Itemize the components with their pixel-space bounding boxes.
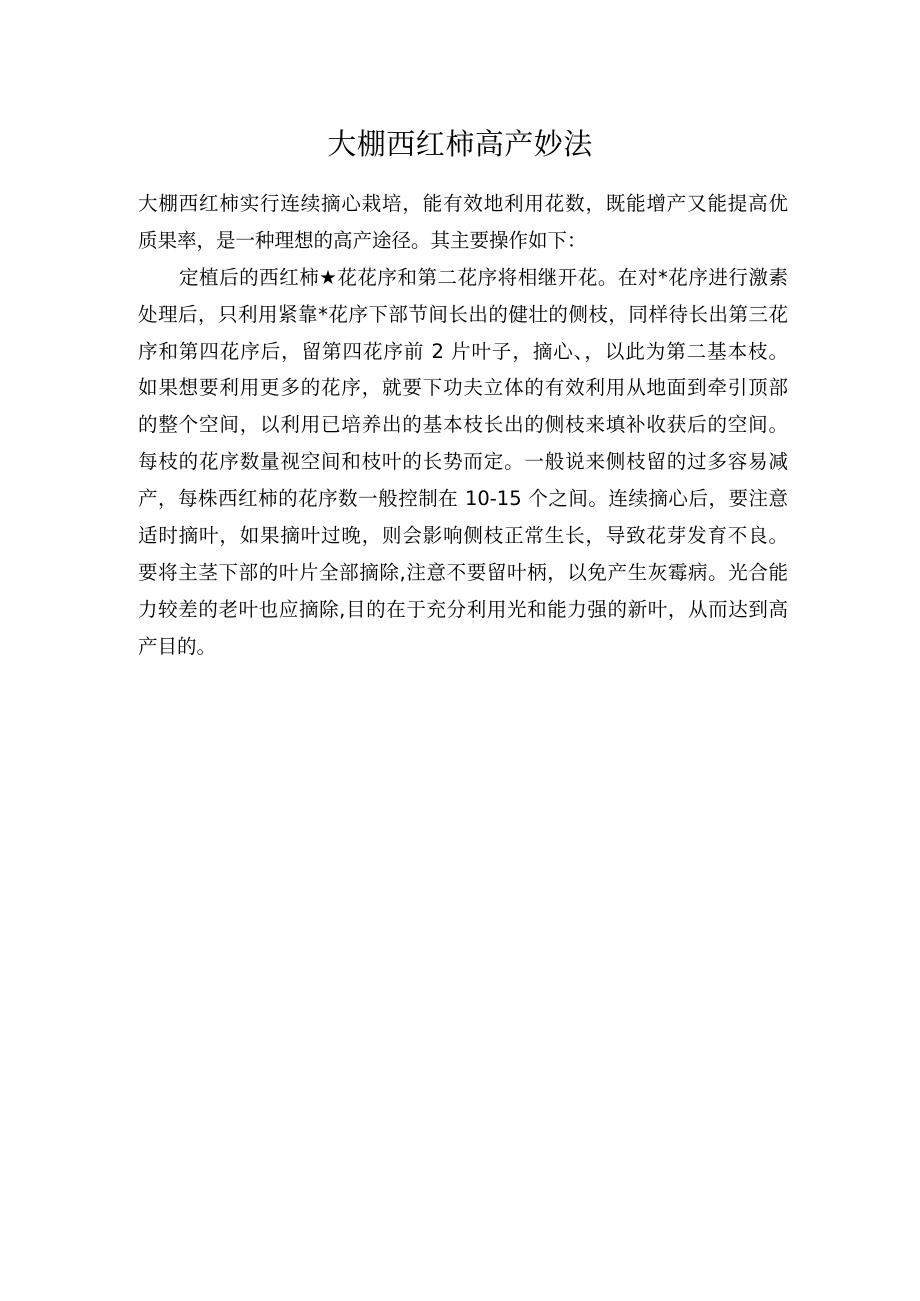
body-line: 适时摘叶，如果摘叶过晚，则会影响侧枝正常生长，导致花芽发育不良。 xyxy=(138,524,788,548)
body-line: 序和第四花序后，留第四花序前 2 片叶子，摘心、，以此为第二基本枝。 xyxy=(138,339,788,363)
body-line: 质果率，是一种理想的高产途径。其主要操作如下： xyxy=(138,228,587,252)
body-line: 处理后，只利用紧靠*花序下部节间长出的健壮的侧枝，同样待长出第三花 xyxy=(138,302,788,326)
body-line: 大棚西红柿实行连续摘心栽培，能有效地利用花数，既能增产又能提高优 xyxy=(138,192,788,215)
body-line: 要将主茎下部的叶片全部摘除,注意不要留叶柄，以免产生灰霉病。光合能 xyxy=(138,560,788,584)
body-line: 产，每株西红柿的花序数一般控制在 10-15 个之间。连续摘心后，要注意 xyxy=(138,487,788,511)
body-line: 的整个空间，以利用已培养出的基本枝长出的侧枝来填补收获后的空间。 xyxy=(138,413,788,437)
body-line: 力较差的老叶也应摘除,目的在于充分利用光和能力强的新叶，从而达到高 xyxy=(138,597,788,621)
document-body xyxy=(138,186,788,666)
document-title: 大棚西红柿高产妙法 xyxy=(327,127,593,161)
body-line: 如果想要利用更多的花序，就要下功夫立体的有效利用从地面到牵引顶部 xyxy=(138,376,788,400)
body-line: 定植后的西红柿★花花序和第二花序将相继开花。在对*花序进行激素 xyxy=(179,265,788,289)
body-line: 每枝的花序数量视空间和枝叶的长势而定。一般说来侧枝留的过多容易减 xyxy=(138,450,788,474)
body-line: 产目的。 xyxy=(138,634,217,658)
